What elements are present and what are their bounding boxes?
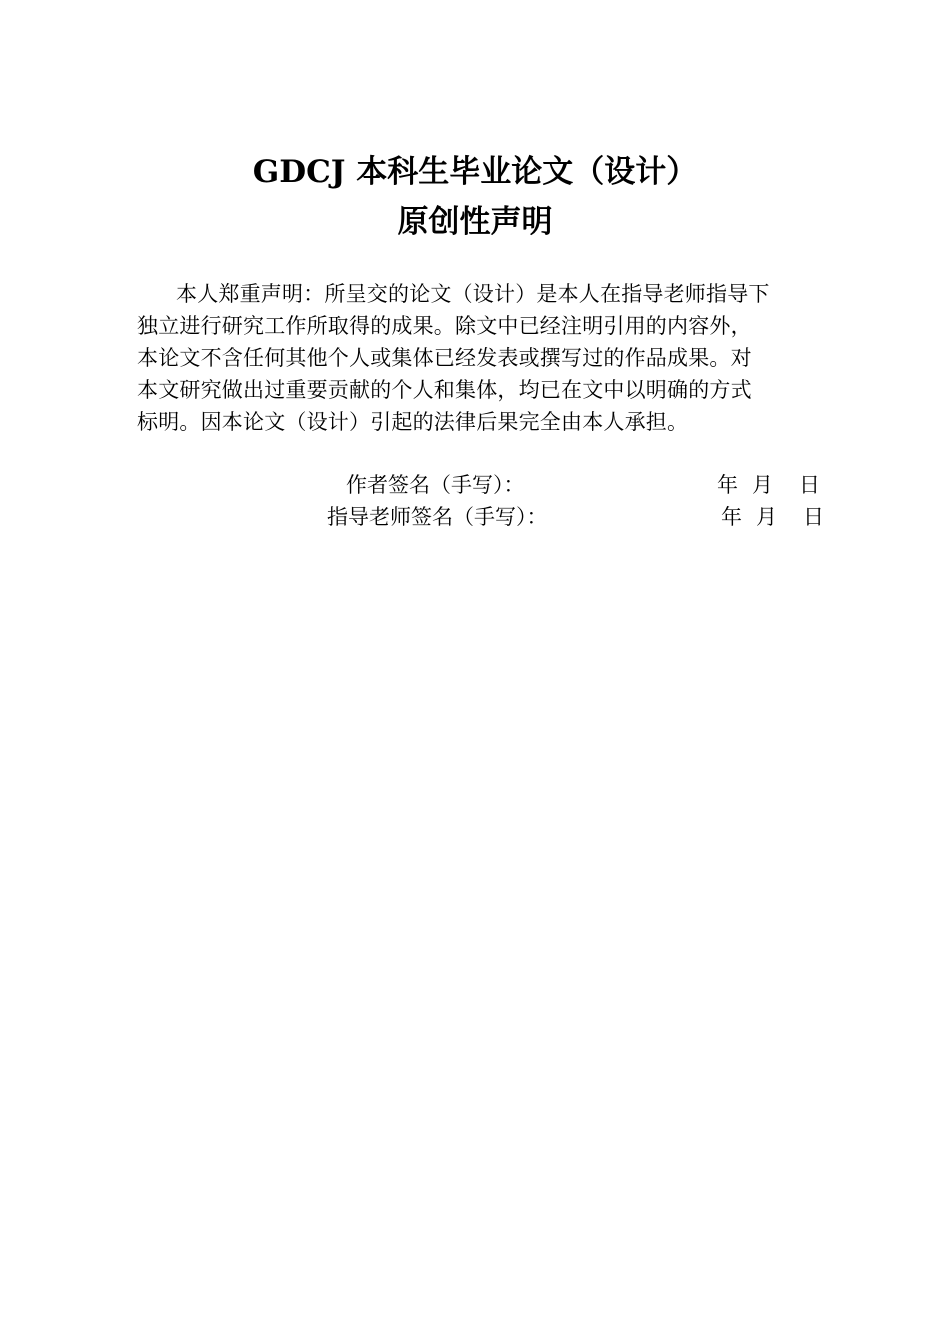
month-label: 月 [752, 473, 773, 497]
author-signature-label: 作者签名（手写）： [346, 473, 525, 497]
advisor-signature-label: 指导老师签名（手写）： [327, 505, 548, 529]
declaration-line: 本人郑重声明：所呈交的论文（设计）是本人在指导老师指导下 [176, 282, 770, 306]
year-label: 年 [721, 505, 742, 529]
day-label: 日 [799, 473, 820, 497]
month-label: 月 [756, 505, 777, 529]
declaration-line: 独立进行研究工作所取得的成果。除文中已经注明引用的内容外， [137, 314, 752, 338]
advisor-signature-date [721, 502, 824, 532]
declaration-line: 本论文不含任何其他个人或集体已经发表或撰写过的作品成果。对 [137, 346, 752, 370]
year-label: 年 [717, 473, 738, 497]
document-title: GDCJ 本科生毕业论文（设计） [252, 154, 698, 190]
declaration-line: 本文研究做出过重要贡献的个人和集体，均已在文中以明确的方式 [137, 378, 752, 402]
document-subtitle: 原创性声明 [397, 204, 553, 240]
declaration-paragraph [137, 278, 857, 438]
author-signature-date [717, 470, 820, 500]
declaration-line: 标明。因本论文（设计）引起的法律后果完全由本人承担。 [137, 410, 689, 434]
day-label: 日 [803, 505, 824, 529]
